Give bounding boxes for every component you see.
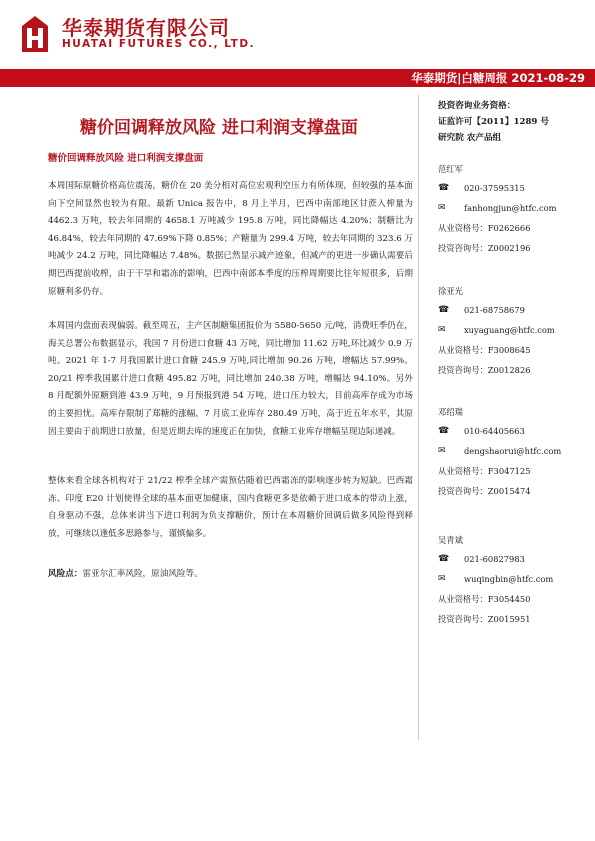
report-title: 糖价回调释放风险 进口利润支撑盘面 [80, 118, 358, 138]
analyst-consult-number: 投资咨询号：Z0015951 [438, 614, 531, 624]
company-name-en: HUATAI FUTURES CO., LTD. [62, 38, 256, 50]
analyst-name: 吴青斌 [438, 535, 463, 545]
analyst-qualification: 从业资格号：F3054450 [438, 594, 531, 604]
analyst-email[interactable]: fanhongjun@htfc.com [464, 203, 557, 213]
phone-icon: ☎ [438, 305, 450, 315]
analyst-phone: 021-68758679 [464, 305, 525, 315]
analyst-name: 范红军 [438, 164, 463, 174]
analyst-email[interactable]: dengshaorui@htfc.com [464, 446, 562, 456]
banner-text: 华泰期货|白糖周报 2021-08-29 [411, 71, 585, 85]
analyst-consult-number: 投资咨询号：Z0015474 [438, 486, 531, 496]
paragraph-text: 本周国际原糖价格高位震荡，糖价在 20 美分相对高位宏观利空压力有所体现，但较强的基本面向下空间显然也较为有限。最新 Unica 报告中，8 月上半月，巴西中南部地区甘蔗入榨量为 4462.3 万吨，较去年同期的 4658.1 万吨减少 195.8 万吨，同比降幅达 4.20%；制糖比为 46.84%，较去年同期的 47.69%下降 0.85%；产糖量为 299.4 万吨，较去年同期的 323.6 万吨减少 24.2 万吨，同比降幅达 7.48%。数据已然显示减产迹象，但减产的更进一步确认需要后期巴西提前收榨，由于干旱和霜冻的影响，巴西中南部本季度的压榨周期要比往年短很多，后期原糖利多仍存。 [48, 181, 413, 297]
analyst-card [438, 403, 588, 501]
column-divider [418, 95, 419, 740]
analyst-card [438, 282, 588, 380]
envelope-icon: ✉ [438, 446, 446, 456]
paragraph-text: 本周国内盘面表现偏弱。截至周五，主产区制糖集团报价为 5580-5650 元/吨，消费旺季仍在，海关总署公布数据显示，我国 7 月份进口食糖 43 万吨，同比增加 11.62 万吨,环比减少 0.9 万吨。2021 年 1-7 月我国累计进口食糖 245.9 万吨,同比增加 90.26 万吨，增幅达 57.99%。20/21 榨季我国累计进口食糖 495.82 万吨，同比增加 240.38 万吨，增幅达 94.10%。另外 8 月配额外原糖到港 43.9 万吨，9 月预报到港 54 万吨，进口压力较大，目前高库存成为市场的主要担忧。高库存限制了郑糖的涨幅，7 月底工业库存 280.49 万吨，高于近五年水平，其原因主要由于前期进口放量，但是近期去库的速度正在加快，食糖工业库存增幅呈现边际递减。 [48, 321, 413, 437]
analyst-consult-number: 投资咨询号：Z0002196 [438, 243, 531, 253]
paragraph-text: 整体来看全球各机构对于 21/22 榨季全球产需预估随着巴西霜冻的影响逐步转为短缺。巴西霜冻、印度 E20 计划使得全球的基本面更加健康，国内食糖更多是依赖于进口成本的带动上涨，自身驱动不强，总体来讲当下进口利润为负支撑糖价，预计在本周糖价回调后做多风险得到释放，可继续以逢低多思路参与，谨慎偏多。 [48, 476, 413, 539]
analyst-qualification: 从业资格号：F3008645 [438, 345, 531, 355]
qualification-line: 投资咨询业务资格： [438, 101, 516, 111]
analyst-qualification: 从业资格号：F3047125 [438, 466, 531, 476]
phone-icon: ☎ [438, 426, 450, 436]
paragraph-domestic [48, 318, 413, 441]
report-banner [0, 69, 595, 87]
paragraph-international [48, 178, 413, 301]
license-line: 证监许可【2011】1289 号 [438, 117, 549, 127]
envelope-icon: ✉ [438, 325, 446, 335]
paragraph-summary [48, 473, 413, 543]
company-name-cn: 华泰期货有限公司 [62, 16, 230, 40]
company-logo [20, 14, 50, 54]
analyst-name: 徐亚光 [438, 286, 463, 296]
envelope-icon: ✉ [438, 574, 446, 584]
analyst-name: 邓绍瑞 [438, 407, 463, 417]
analyst-card [438, 160, 588, 258]
department-line: 研究院 农产品组 [438, 133, 502, 143]
analyst-phone: 021-60827983 [464, 554, 525, 564]
risk-text: 雷亚尔汇率风险，原油风险等。 [82, 569, 203, 579]
analyst-email[interactable]: wuqingbin@htfc.com [464, 574, 554, 584]
analyst-card [438, 531, 588, 629]
qualification-block [438, 98, 588, 146]
phone-icon: ☎ [438, 554, 450, 564]
phone-icon: ☎ [438, 183, 450, 193]
risk-section [48, 566, 413, 584]
analyst-phone: 010-64405663 [464, 426, 525, 436]
section-heading: 糖价回调释放风险 进口利润支撑盘面 [48, 153, 204, 164]
analyst-qualification: 从业资格号：F0262666 [438, 223, 531, 233]
envelope-icon: ✉ [438, 203, 446, 213]
analyst-consult-number: 投资咨询号：Z0012826 [438, 365, 531, 375]
analyst-email[interactable]: xuyaguang@htfc.com [464, 325, 555, 335]
analyst-phone: 020-37595315 [464, 183, 525, 193]
risk-label: 风险点： [48, 569, 83, 579]
